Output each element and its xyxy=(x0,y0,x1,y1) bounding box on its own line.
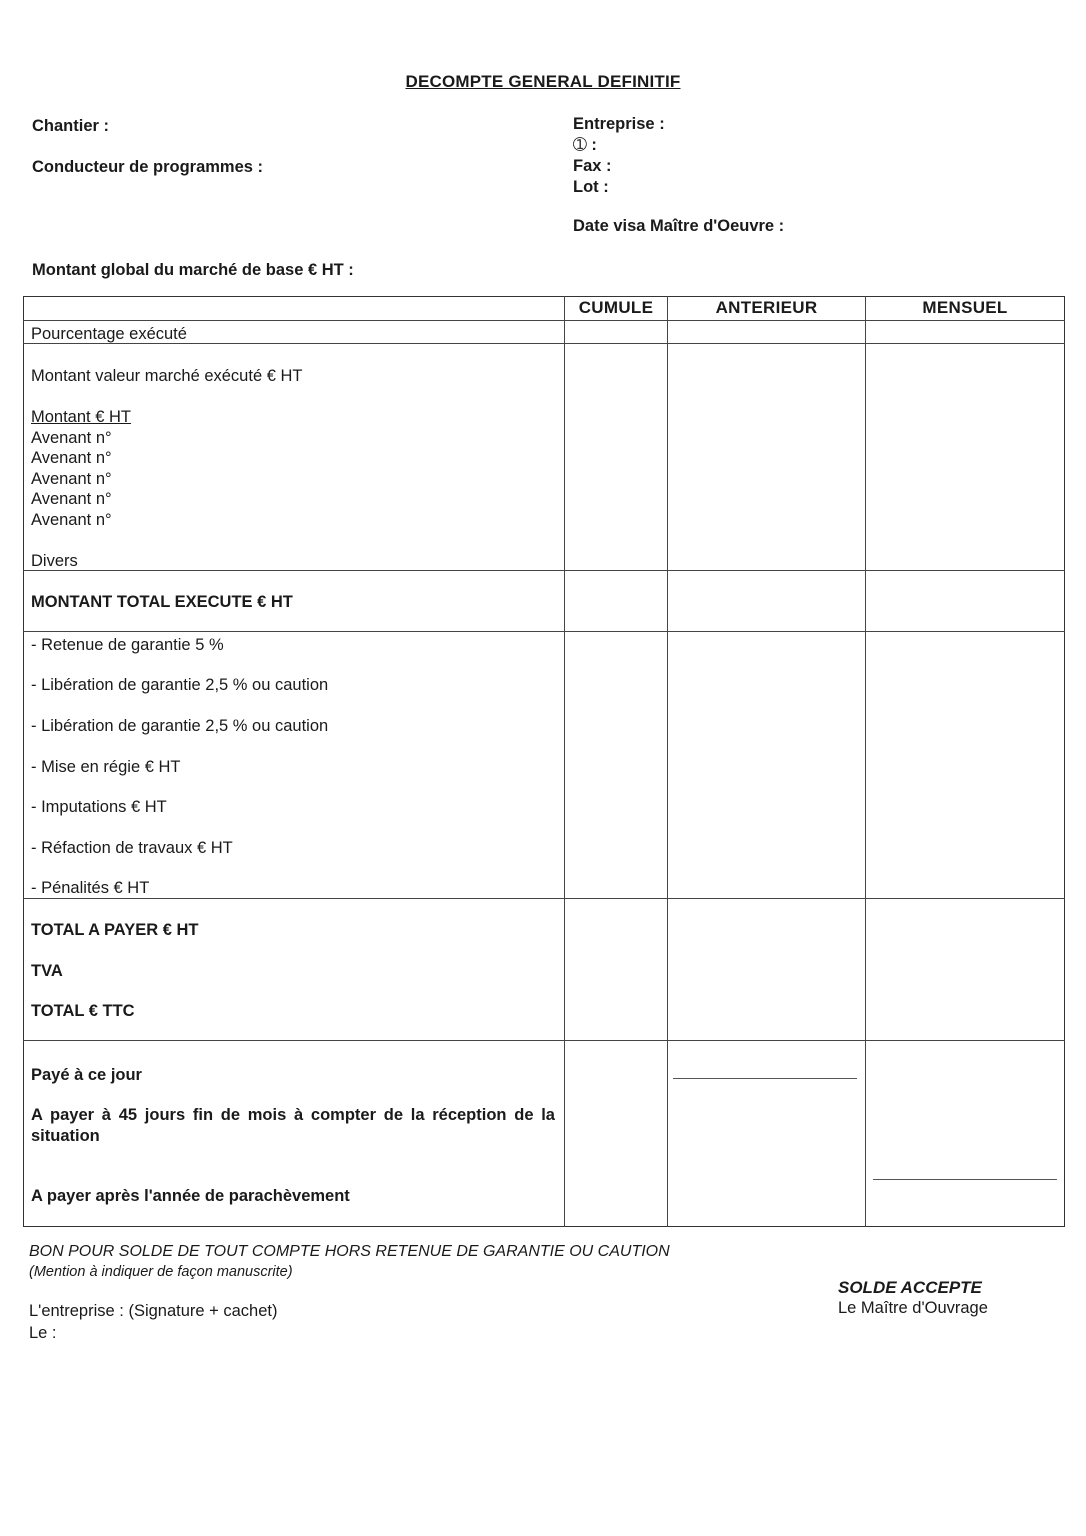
mention-manuscrite: (Mention à indiquer de façon manuscrite) xyxy=(29,1264,293,1280)
row-imputations: - Imputations € HT xyxy=(31,798,167,816)
row-divider xyxy=(23,631,1065,632)
row-paye-jour: Payé à ce jour xyxy=(31,1066,142,1084)
anterieur-underline xyxy=(673,1078,857,1079)
entreprise-label: Entreprise : xyxy=(573,115,665,133)
row-a-payer-apres: A payer après l'année de parachèvement xyxy=(31,1187,350,1205)
column-header-mensuel: MENSUEL xyxy=(922,298,1008,317)
row-divers: Divers xyxy=(31,552,78,570)
column-divider xyxy=(564,296,565,1227)
column-divider xyxy=(667,296,668,1227)
row-liberation: - Libération de garantie 2,5 % ou caution xyxy=(31,717,329,735)
fax-label: Fax : xyxy=(573,157,612,175)
row-retenue: - Retenue de garantie 5 % xyxy=(31,636,224,654)
row-total-ttc: TOTAL € TTC xyxy=(31,1002,135,1020)
bon-pour-solde: BON POUR SOLDE DE TOUT COMPTE HORS RETENUE DE GARANTIE OU CAUTION xyxy=(29,1243,670,1260)
row-pourcentage: Pourcentage exécuté xyxy=(31,325,187,343)
row-montant-total: MONTANT TOTAL EXECUTE € HT xyxy=(31,593,293,611)
column-divider xyxy=(865,296,866,1227)
mensuel-underline xyxy=(873,1179,1057,1180)
row-divider xyxy=(23,320,1065,321)
document-title: DECOMPTE GENERAL DEFINITIF xyxy=(405,72,681,91)
date-visa-label: Date visa Maître d'Oeuvre : xyxy=(573,217,785,235)
conducteur-label: Conducteur de programmes : xyxy=(32,158,264,176)
row-avenant: Avenant n° xyxy=(31,470,112,488)
lot-label: Lot : xyxy=(573,178,609,196)
row-divider xyxy=(23,570,1065,571)
row-liberation: - Libération de garantie 2,5 % ou caution xyxy=(31,676,329,694)
row-total-payer: TOTAL A PAYER € HT xyxy=(31,921,199,939)
chantier-label: Chantier : xyxy=(32,117,110,135)
row-divider xyxy=(23,898,1065,899)
row-mise-regie: - Mise en régie € HT xyxy=(31,758,181,776)
row-refaction: - Réfaction de travaux € HT xyxy=(31,839,233,857)
column-header-anterieur: ANTERIEUR xyxy=(715,298,818,317)
entreprise-signature: L'entreprise : (Signature + cachet) xyxy=(29,1302,278,1320)
column-header-cumule: CUMULE xyxy=(578,298,654,317)
row-avenant: Avenant n° xyxy=(31,511,112,529)
date-le: Le : xyxy=(29,1324,57,1342)
row-montant-valeur: Montant valeur marché exécuté € HT xyxy=(31,367,303,385)
solde-accepte: SOLDE ACCEPTE xyxy=(838,1278,982,1297)
phone-label: ➀ : xyxy=(573,136,597,154)
row-montant-ht: Montant € HT xyxy=(31,408,131,426)
row-tva: TVA xyxy=(31,962,63,980)
row-divider xyxy=(23,1040,1065,1041)
row-avenant: Avenant n° xyxy=(31,449,112,467)
row-avenant: Avenant n° xyxy=(31,429,112,447)
maitre-ouvrage: Le Maître d'Ouvrage xyxy=(838,1299,988,1317)
row-a-payer-45: A payer à 45 jours fin de mois à compter de la réception de la situation xyxy=(31,1106,555,1145)
row-avenant: Avenant n° xyxy=(31,490,112,508)
montant-global-label: Montant global du marché de base € HT : xyxy=(32,261,354,279)
row-penalites: - Pénalités € HT xyxy=(31,879,150,897)
